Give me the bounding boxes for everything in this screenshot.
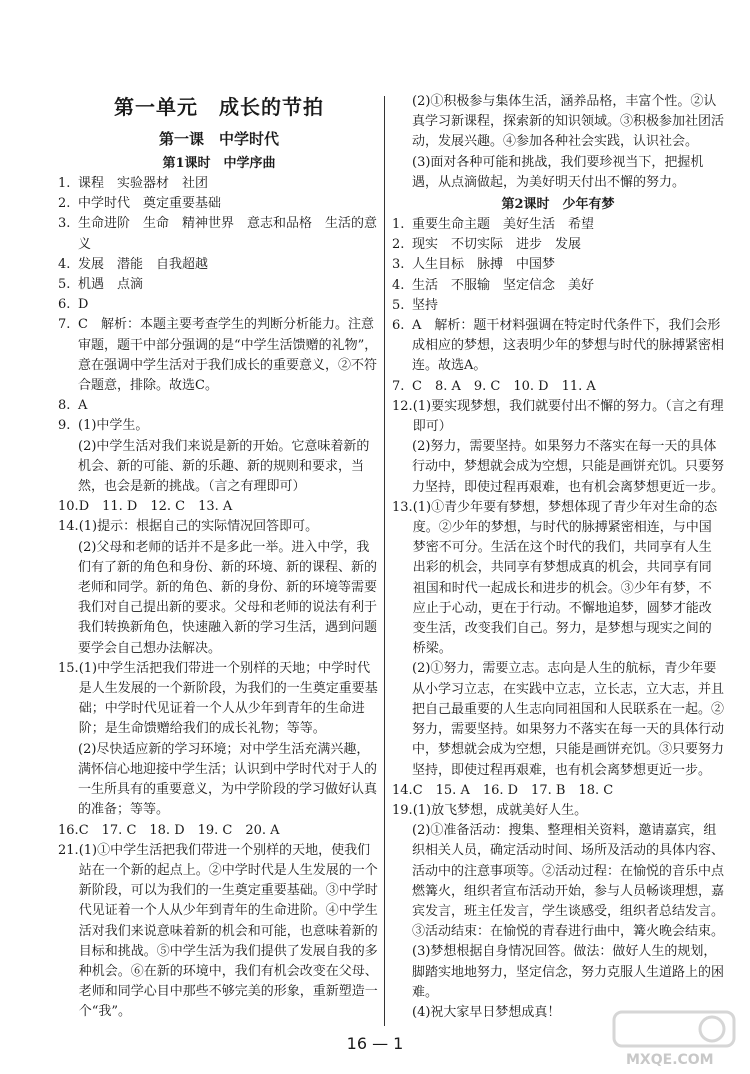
answer-text: (1)提示：根据自己的实际情况回答即可。: [78, 519, 319, 535]
answer-text: (2)①准备活动：搜集、整理相关资料，邀请嘉宾，组织相关人员，确定活动时间、场所及活动的具体内容、活动中的注意事项等。②活动过程：在愉悦的音乐中点燃篝火，组织者宣布活动开始，参与人员畅谈理想，嘉宾发言，班主任发言，学生谈感受，组织者总结发言。③活动结束：在愉悦的青春进行曲中，篝火晚会结束。: [412, 823, 725, 940]
question-number: [392, 437, 412, 498]
answer-text: C 15. A 16. D 17. B 18. C: [412, 782, 614, 798]
answer-text: (3)面对各种可能和挑战，我们要珍视当下，把握机遇，从点滴做起，为美好明天付出不懈的努力。: [412, 154, 704, 190]
left-answer-item: [58, 437, 380, 498]
question-number: 15.: [58, 660, 79, 676]
answer-text: 坚持: [412, 297, 439, 313]
right-top-answer-item: [392, 92, 724, 153]
answer-text: 生活 不服输 坚定信念 美好: [412, 277, 595, 293]
right-answer-item: [392, 801, 724, 821]
question-number: 6.: [392, 318, 405, 334]
left-answer-item: [58, 538, 380, 659]
left-answer-item: [58, 275, 380, 295]
right-answer-item: [392, 437, 724, 498]
question-number: [392, 942, 412, 1003]
answer-text: (1)要实现梦想，我们就要付出不懈的努力。（言之有理即可）: [412, 398, 724, 435]
answer-text: C 17. C 18. D 19. C 20. A: [78, 822, 280, 838]
right-answer-item: [392, 397, 724, 437]
right-answer-item: [392, 942, 724, 1003]
question-number: [58, 740, 78, 821]
answer-text: 课程 实验器材 社团: [78, 176, 209, 191]
right-answer-item: [392, 215, 724, 235]
answer-text: A: [78, 398, 88, 414]
question-number: 4.: [392, 277, 405, 293]
answer-text: A 解析：题干材料强调在特定时代条件下，我们会形成相应的梦想，这表明少年的梦想与时代的脉搏紧密相连。故选A。: [412, 318, 725, 374]
question-number: 5.: [392, 297, 405, 313]
left-answer-item: [58, 659, 380, 740]
question-number: [58, 437, 78, 498]
left-answer-item: [58, 497, 380, 517]
answer-list-right: [392, 215, 724, 1023]
question-number: [392, 92, 412, 153]
right-column: [392, 92, 724, 1023]
left-answer-item: [58, 517, 380, 537]
answer-text: C 解析：本题主要考查学生的判断分析能力。注意审题，题干中部分强调的是“中学生活馈赠的礼物”，意在强调中学生活对于我们成长的重要意义，②不符合题意，排除。故选C。: [78, 317, 378, 394]
answer-text: (3)梦想根据自身情况回答。做法：做好人生的规划，脚踏实地地努力，坚定信念，努力克服人生道路上的困难。: [412, 944, 725, 1000]
answer-list-left: [58, 174, 380, 1023]
right-answer-item: [392, 659, 724, 780]
right-answer-item: [392, 821, 724, 942]
question-number: 14.: [58, 519, 79, 535]
question-number: 2.: [392, 237, 405, 253]
left-answer-item: [58, 174, 380, 194]
question-number: [392, 821, 412, 942]
left-answer-item: [58, 295, 380, 315]
watermark-logo: [604, 1008, 744, 1070]
question-number: 1.: [392, 217, 405, 233]
left-answer-item: [58, 821, 380, 841]
answer-text: (2)①积极参与集体生活，涵养品格，丰富个性。②认真学习新课程，探索新的知识领域。③积极参加社团活动，发展兴趣。④参加各种社会实践，认识社会。: [412, 94, 725, 150]
question-number: 21.: [58, 842, 79, 858]
left-answer-item: [58, 214, 380, 254]
right-answer-item: [392, 296, 724, 316]
answer-text: (2)努力，需要坚持。如果努力不落实在每一天的具体行动中，梦想就会成为空想，只能是画饼充饥。只要努力坚持，即使过程再艰难，也有机会离梦想更近一步。: [412, 439, 725, 495]
watermark-text: MXQE.COM: [626, 1052, 714, 1068]
question-number: 3.: [58, 216, 71, 232]
answer-text: 发展 潜能 自我超越: [78, 256, 209, 272]
left-answer-item: [58, 315, 380, 396]
answer-text: (2)尽快适应新的学习环境；对中学生活充满兴趣，满怀信心地迎接中学生活；认识到中学时代对于人的一生所具有的重要意义，为中学阶段的学习做好认真的准备；等等。: [78, 741, 378, 818]
period-title-1: 第1课时 中学序曲: [162, 156, 276, 171]
answer-list-right-top: [392, 92, 724, 193]
question-number: 4.: [58, 256, 71, 272]
question-number: 8.: [58, 398, 71, 414]
question-number: 2.: [58, 196, 71, 212]
question-number: 12.: [392, 398, 413, 414]
answer-text: 现实 不切实际 进步 发展: [412, 237, 582, 253]
question-number: 9.: [58, 418, 71, 434]
left-answer-item: [58, 255, 380, 275]
question-number: [392, 1003, 412, 1023]
question-number: 10.: [58, 499, 79, 515]
answer-text: (1)中学生活把我们带进一个别样的天地；中学时代是人生发展的一个新阶段，为我们的一生奠定重要基础；中学时代见证着一个人从少年到青年的生命进阶；是生命馈赠给我们的成长礼物；等等。: [78, 660, 378, 737]
left-answer-item: [58, 396, 380, 416]
right-answer-item: [392, 316, 724, 377]
left-answer-item: [58, 194, 380, 214]
right-answer-item: [392, 498, 724, 660]
unit-title: 第一单元 成长的节拍: [114, 95, 324, 119]
answer-text: (2)①努力，需要立志。志向是人生的航标，青少年要从小学习立志，在实践中立志，立长志，立大志，并且把自己最重要的人生志向同祖国和人民联系在一起。②努力，需要坚持。如果努力不落实在每一天的具体行动中，梦想就会成为空想，只能是画饼充饥。③只要努力坚持，即使过程再艰难，也有机会离梦想更近一步。: [412, 661, 725, 778]
lesson-title: 第一课 中学时代: [158, 130, 279, 148]
answer-text: (1)中学生。: [78, 418, 149, 434]
left-answer-item: [58, 740, 380, 821]
question-number: 16.: [58, 822, 79, 838]
right-answer-item: [392, 781, 724, 801]
question-number: [392, 153, 412, 193]
answer-text: (2)父母和老师的话并不是多此一举。进入中学，我们有了新的角色和身份、新的环境、新的课程、新的老师和同学。新的角色、新的身份、新的环境等需要我们对自己提出新的要求。父母和老师的说法有利于我们转换新角色，快速融入新的学习生活，遇到问题要学会自己想办法解决。: [78, 539, 378, 656]
question-number: 1.: [58, 176, 71, 191]
right-answer-item: [392, 377, 724, 397]
question-number: 3.: [392, 257, 405, 273]
right-answer-item: [392, 235, 724, 255]
question-number: 5.: [58, 277, 71, 293]
answer-text: D: [78, 297, 89, 313]
answer-text: (2)中学生活对我们来说是新的开始。它意味着新的机会、新的可能、新的乐趣、新的规则和要求，当然，也会是新的挑战。（言之有理即可）: [78, 438, 370, 495]
answer-text: 生命进阶 生命 精神世界 意志和品格 生活的意义: [78, 216, 378, 252]
column-divider: [384, 96, 385, 1026]
question-number: 13.: [392, 499, 413, 515]
question-number: [58, 538, 78, 659]
right-answer-item: [392, 276, 724, 296]
answer-text: 中学时代 奠定重要基础: [78, 196, 222, 212]
question-number: 7.: [392, 378, 405, 394]
answer-text: (4)祝大家早日梦想成真！: [412, 1004, 561, 1020]
question-number: 14.: [392, 782, 413, 798]
answer-text: (1)放飞梦想，成就美好人生。: [412, 802, 588, 818]
right-top-answer-item: [392, 153, 724, 193]
left-column: [58, 92, 380, 1023]
question-number: 7.: [58, 317, 71, 333]
answer-text: 人生目标 脉搏 中国梦: [412, 257, 556, 273]
left-answer-item: [58, 416, 380, 436]
question-number: [392, 659, 412, 780]
question-number: 19.: [392, 802, 413, 818]
period-title-2: 第2课时 少年有梦: [501, 197, 615, 213]
question-number: 6.: [58, 297, 71, 313]
answer-text: 重要生命主题 美好生活 希望: [412, 217, 595, 233]
answer-text: D 11. D 12. C 13. A: [78, 499, 233, 515]
answer-text: C 8. A 9. C 10. D 11. A: [412, 378, 596, 394]
page-number: 16 — 1: [346, 1034, 404, 1053]
left-answer-item: [58, 841, 380, 1023]
answer-text: 机遇 点滴: [78, 277, 144, 293]
answer-text: (1)①中学生活把我们带进一个别样的天地，使我们站在一个新的起点上。②中学时代是人生发展的一个新阶段，可以为我们的一生奠定重要基础。③中学时代见证着一个人从少年到青年的生命进阶。④中学生活对我们来说意味着新的机会和可能，也意味着新的目标和挑战。⑤中学生活为我们提供了发展自我的多种机会。⑥在新的环境中，我们有机会改变在父母、老师和同学心目中那些不够完美的形象，重新塑造一个“我”。: [78, 842, 378, 1020]
answer-text: (1)①青少年要有梦想，梦想体现了青少年对生命的态度。②少年的梦想，与时代的脉搏紧密相连，与中国梦密不可分。生活在这个时代的我们，共同享有人生出彩的机会，共同享有梦想成真的机会，共同享有同祖国和时代一起成长和进步的机会。③少年有梦，不应止于心动，更在于行动。不懈地追梦，圆梦才能改变生活，改变我们自己。努力，是梦想与现实之间的桥梁。: [412, 499, 718, 657]
right-answer-item: [392, 255, 724, 275]
